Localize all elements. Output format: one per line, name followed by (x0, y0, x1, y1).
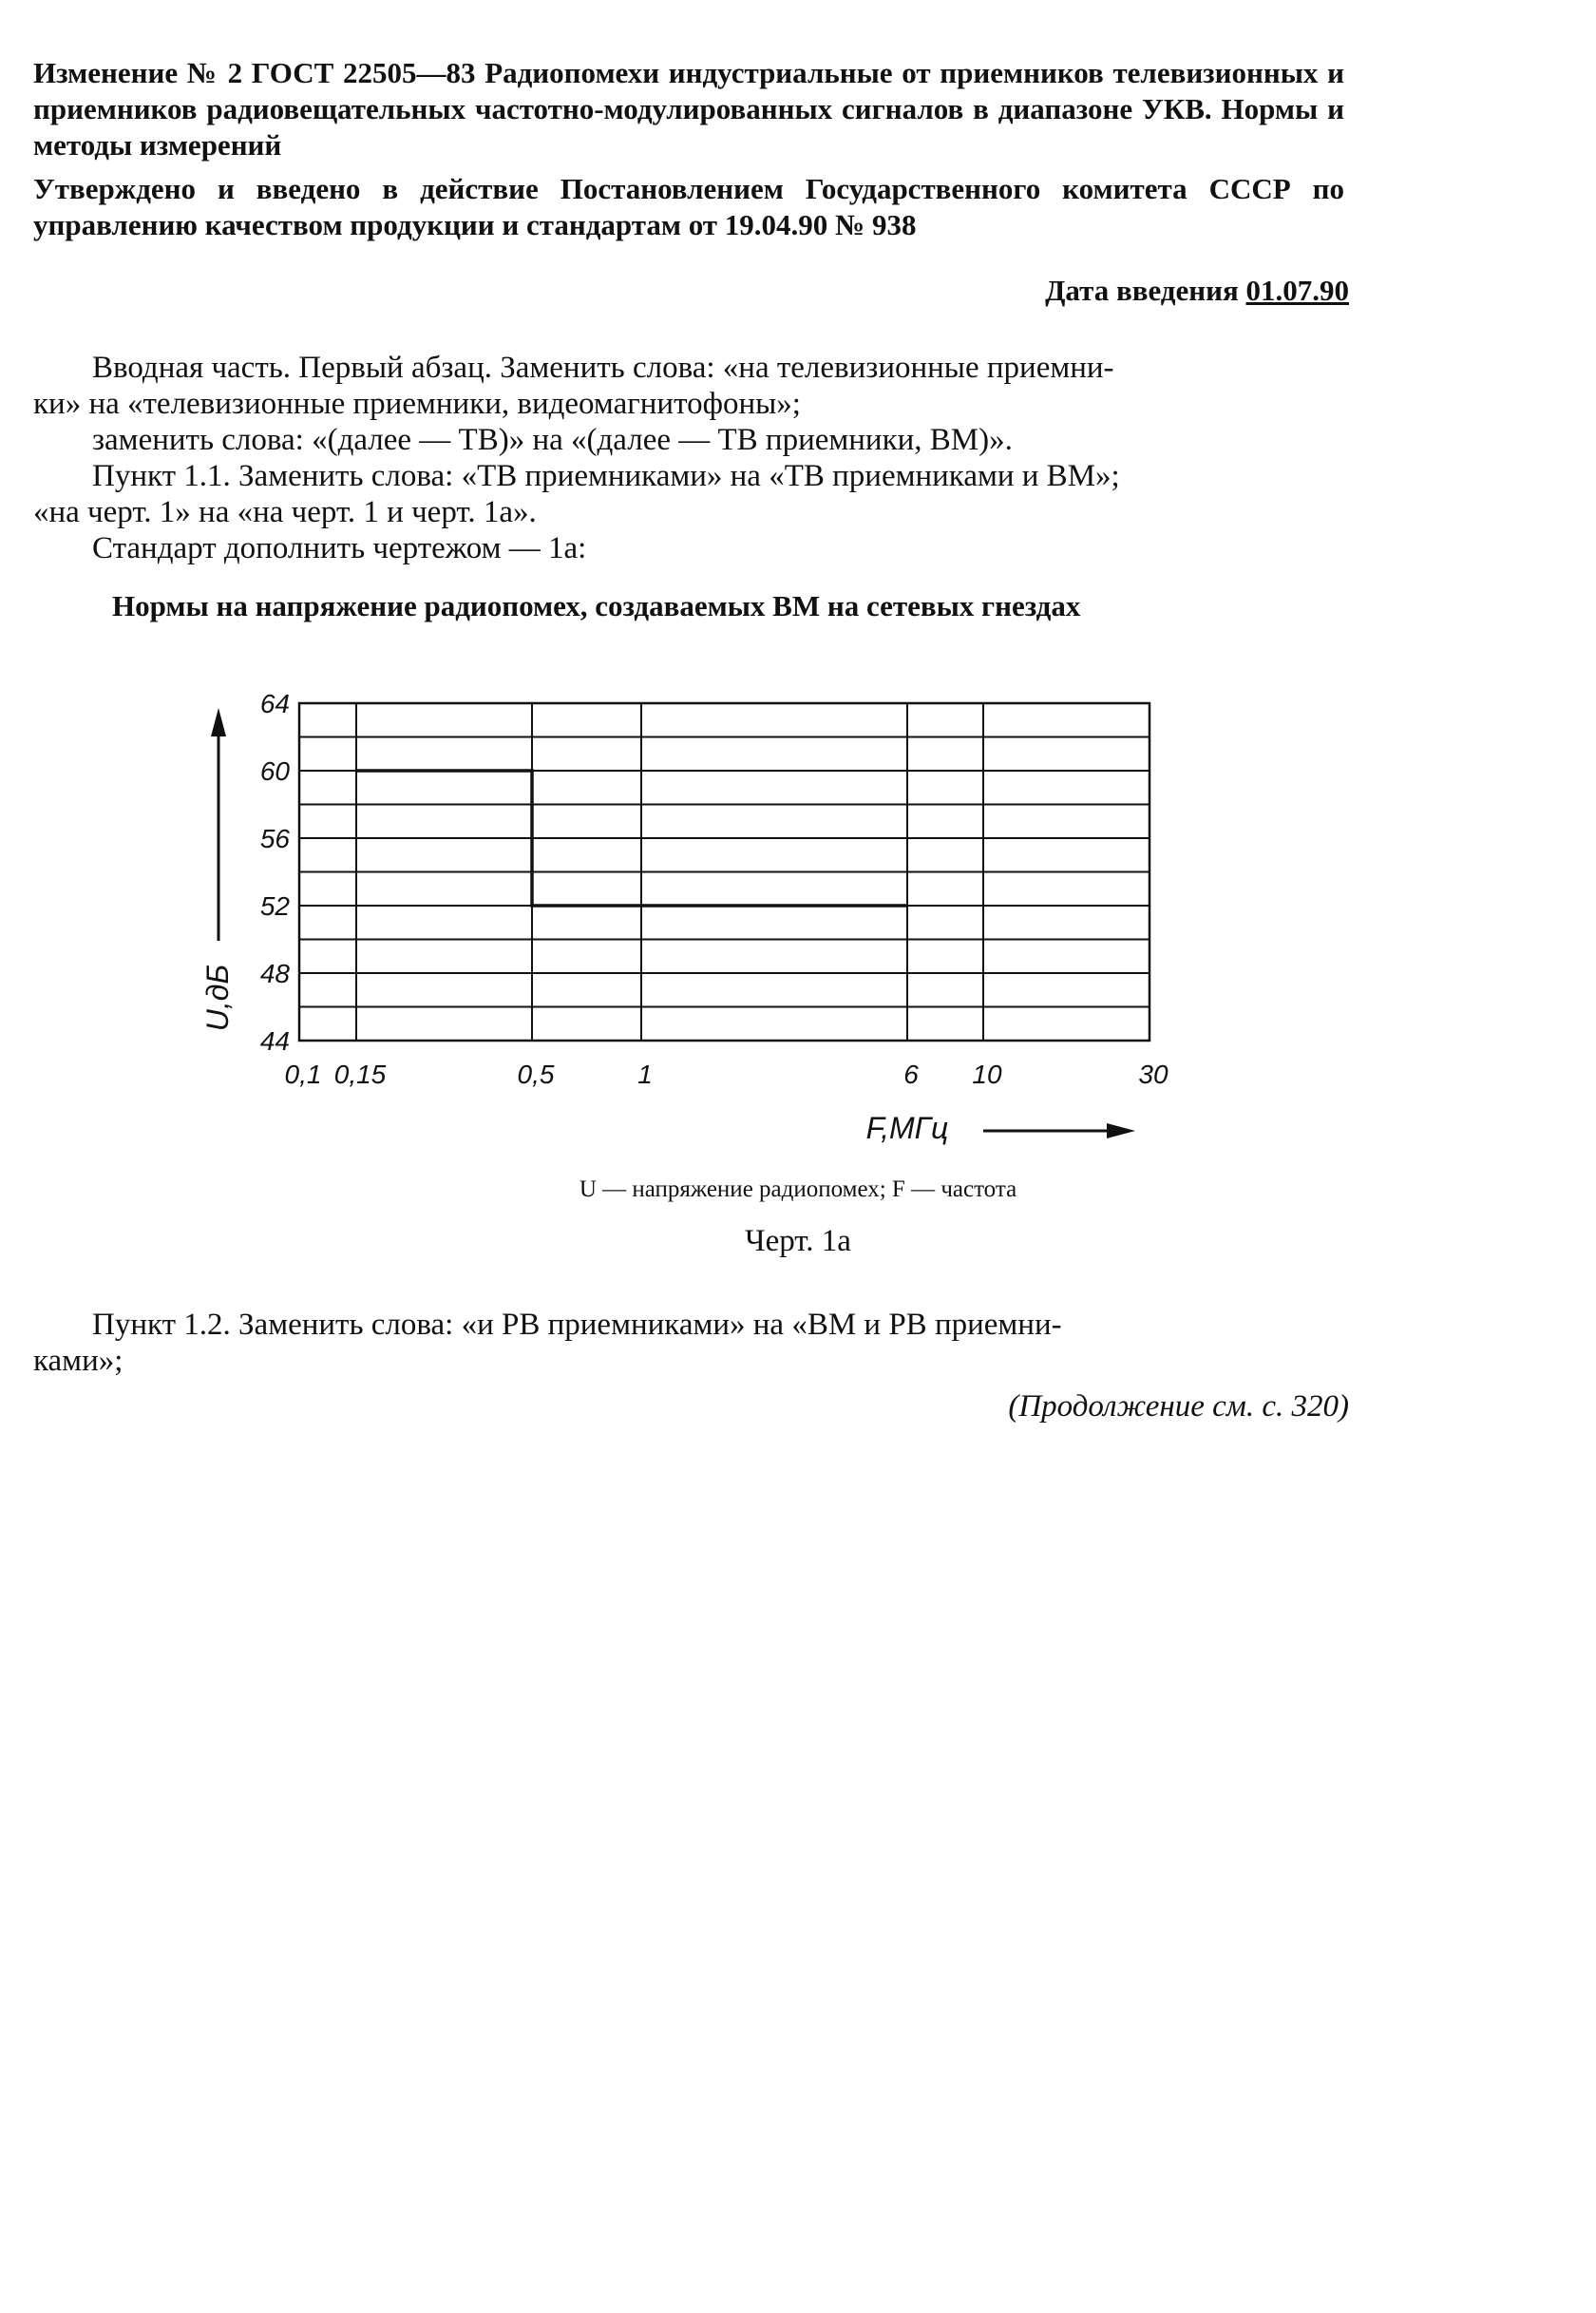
y-axis-label: U,дБ (200, 964, 235, 1032)
chart-title: Нормы на напряжение радиопомех, создаваемых ВМ на сетевых гнездах (112, 589, 1081, 622)
x-tick-label: 6 (903, 1060, 919, 1089)
chart-legend: U — напряжение радиопомех; F — частота (579, 1176, 1017, 1202)
intro-line: ки» на «телевизионные приемники, видеомагнитофоны»; (33, 387, 801, 421)
x-tick-label: 0,5 (517, 1060, 555, 1089)
x-tick-label: 10 (972, 1060, 1002, 1089)
intro-line: «на черт. 1» на «на черт. 1 и черт. 1а». (33, 495, 537, 529)
p2-line: ками»; (33, 1344, 124, 1378)
paragraph-1-2 (33, 1307, 1344, 1379)
x-tick-label: 0,15 (333, 1060, 387, 1089)
chart-svg (152, 665, 1197, 1197)
x-tick-label: 1 (637, 1060, 653, 1089)
intro-line: Пункт 1.1. Заменить слова: «ТВ приемниками» на «ТВ приемниками и ВМ»; (92, 459, 1120, 493)
x-axis-arrowhead (1107, 1123, 1135, 1138)
y-tick-label: 52 (259, 891, 290, 921)
p2-line: Пункт 1.2. Заменить слова: «и РВ приемниками» на «ВМ и РВ приемни- (92, 1308, 1062, 1342)
y-axis-arrowhead (211, 708, 226, 736)
chart-container (152, 665, 1197, 1197)
intro-line: Вводная часть. Первый абзац. Заменить слова: «на телевизионные приемни- (92, 351, 1114, 385)
date-label: Дата введения (1045, 274, 1239, 307)
x-tick-label: 30 (1138, 1060, 1168, 1089)
intro-line: заменить слова: «(далее — ТВ)» на «(далее — ТВ приемники, ВМ)». (92, 423, 1013, 457)
y-tick-label: 48 (259, 959, 290, 988)
x-axis-label: F,МГц (865, 1111, 949, 1145)
y-tick-label: 56 (259, 824, 290, 853)
y-tick-label: 60 (259, 756, 290, 786)
effective-date (978, 274, 1349, 308)
intro-line: Стандарт дополнить чертежом — 1а: (92, 531, 587, 565)
y-tick-label: 44 (259, 1026, 290, 1056)
intro-paragraph (33, 350, 1344, 566)
figure-caption: Черт. 1а (745, 1224, 851, 1258)
continuation-note: (Продолжение см. с. 320) (1008, 1389, 1349, 1424)
document-title: Изменение № 2 ГОСТ 22505—83 Радиопомехи индустриальные от приемников телевизионных и приемников радиовещательных частотно-модулированных сигналов в диапазоне УКВ. Нормы и методы измерений (33, 56, 1344, 162)
approval-statement: Утверждено и введено в действие Постановлением Государственного комитета СССР по управлению качеством продукции и стандартам от 19.04.90 № 938 (33, 172, 1344, 241)
date-value: 01.07.90 (1245, 274, 1349, 307)
x-tick-label: 0,1 (284, 1060, 322, 1089)
y-tick-label: 64 (259, 689, 290, 718)
